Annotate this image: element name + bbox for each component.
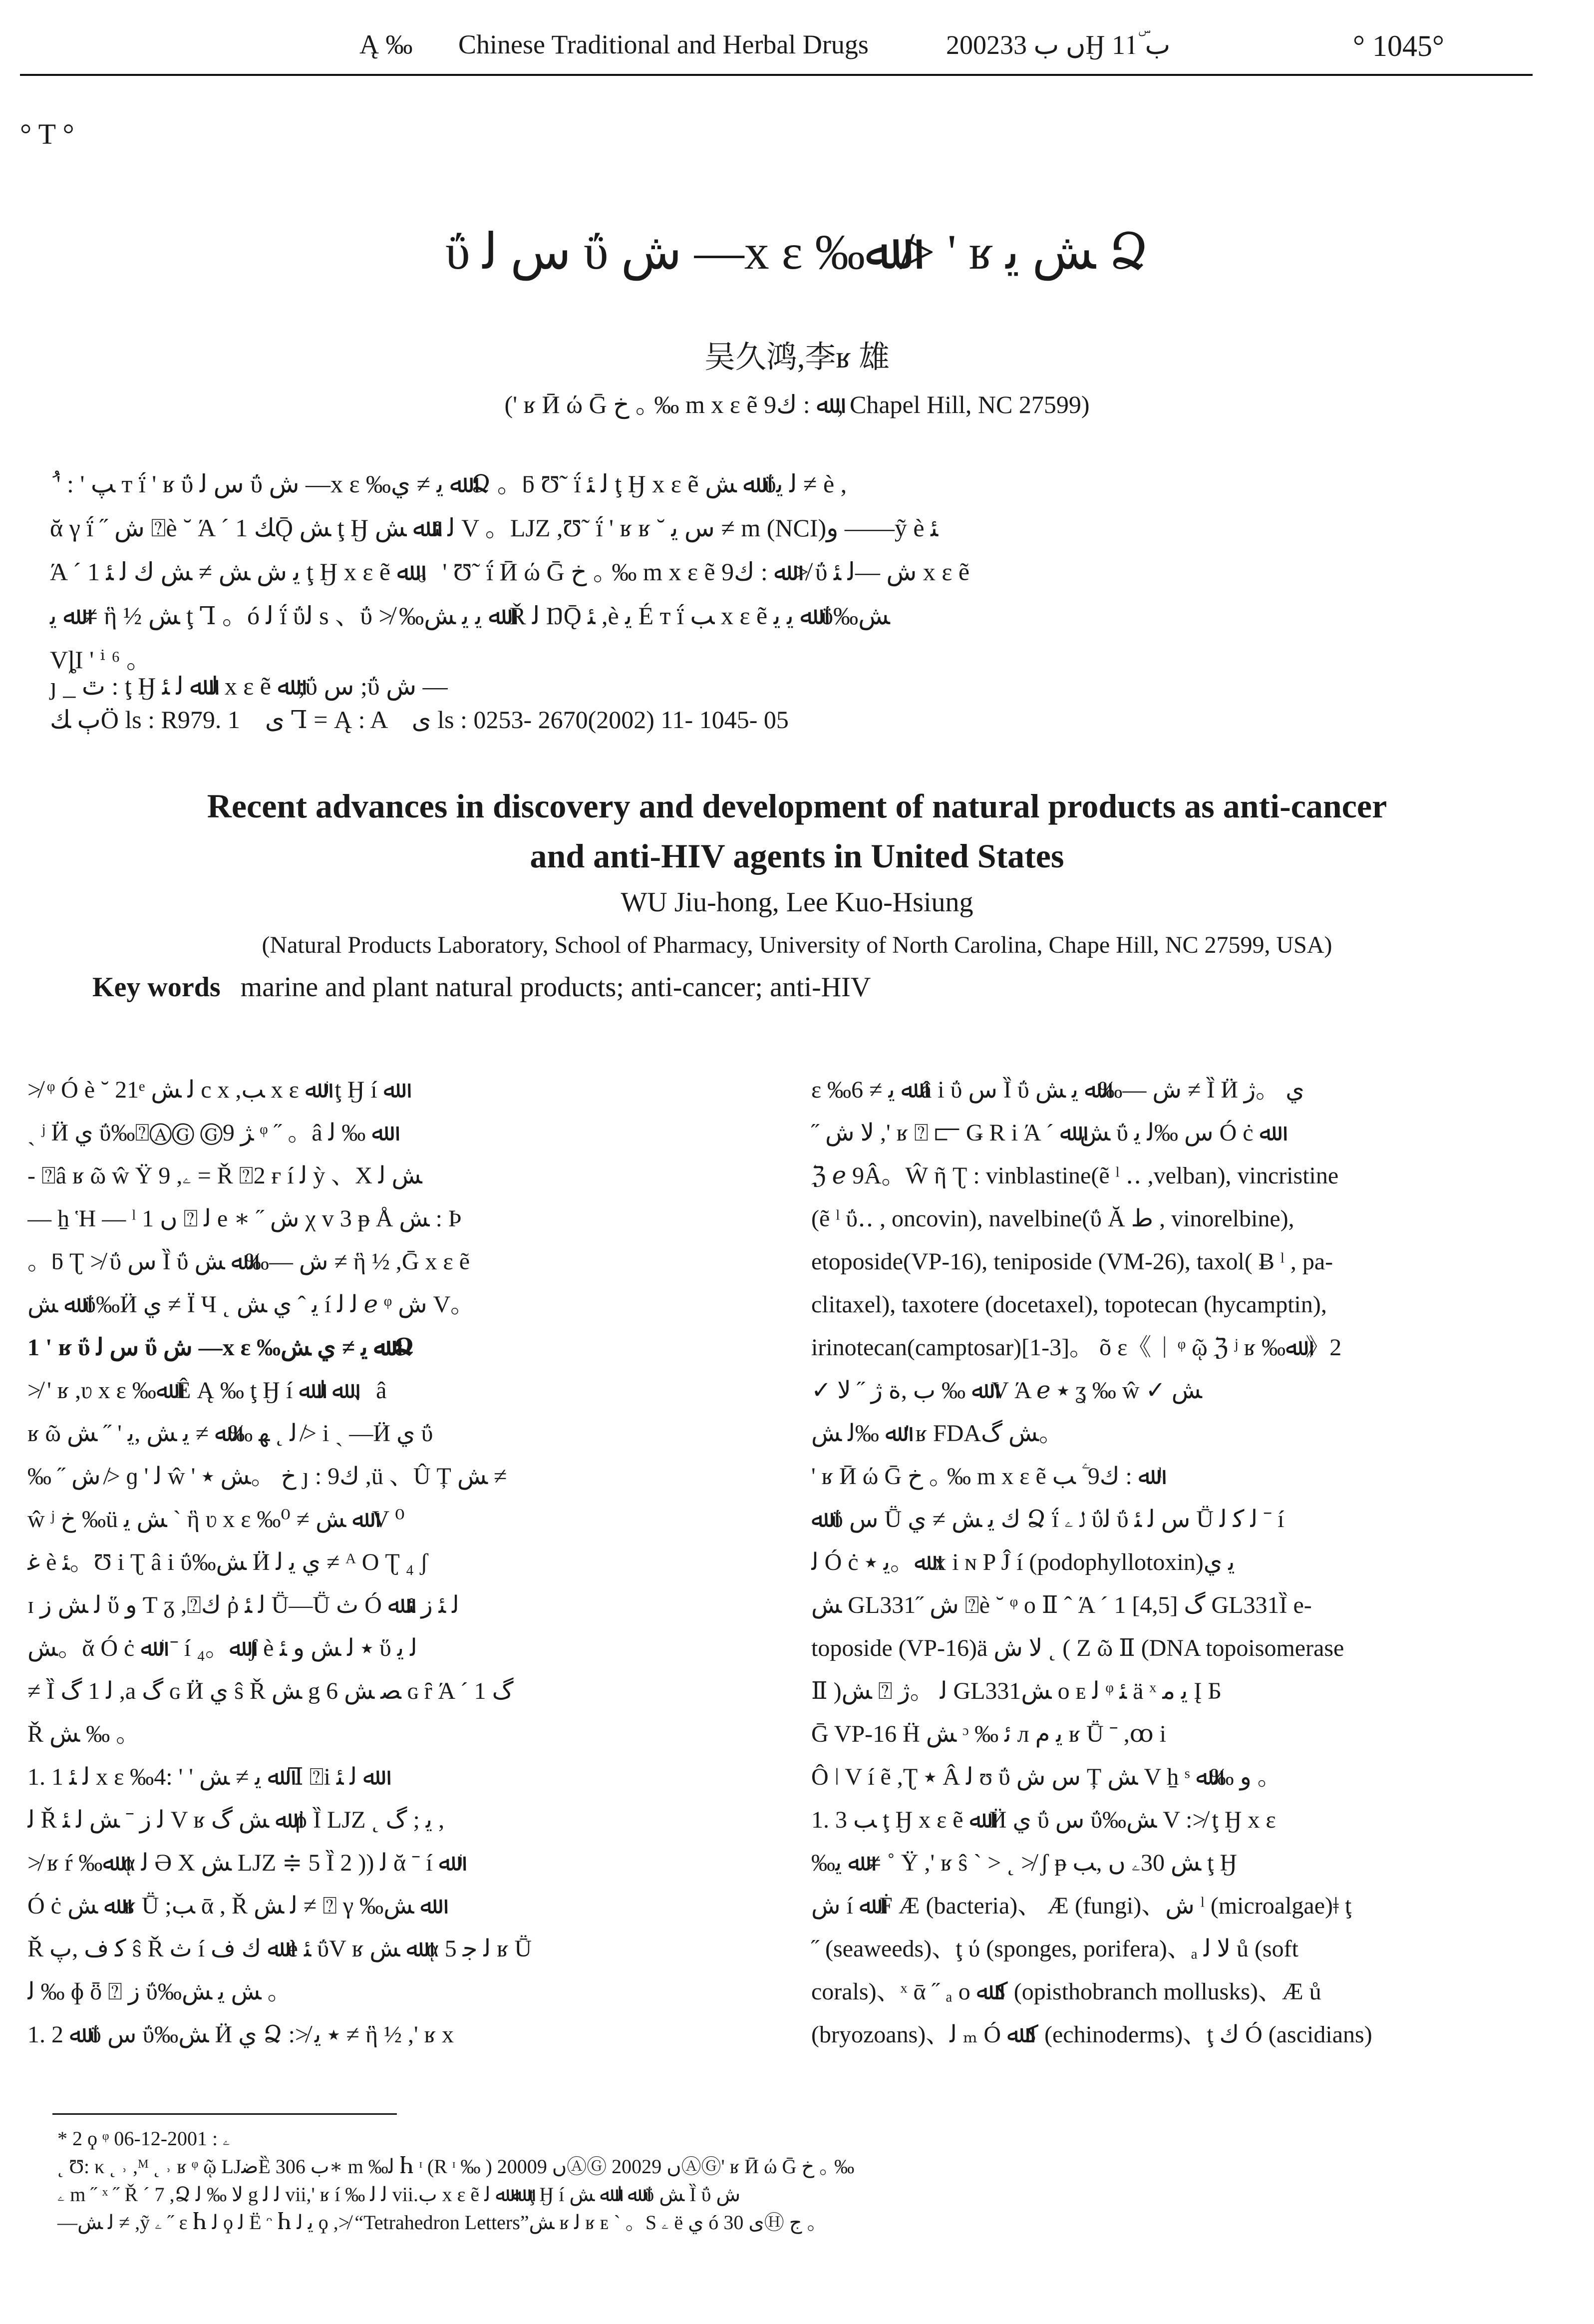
body-line: ﻟ ‰ ɸ ȫ ⍰ ﺯ ΰ‰ﺶ ﻳ ﺶ 。: [27, 1978, 292, 2005]
cn-abstract-line: ᾰ γ ḯ ˝ ﺵ ⍰è ˘ Ά ´ 1 ﻚǬ ﺶ ţ Ӈ ﻟ ﺌ ﷲ ﺶ V 。ǇZ ,Ʊ˜ ḯ ' ʁ ʁ ˘ ﺱ ﻳ ≠ m (NCI)ﻭ ——ỹ è ﺌ: [50, 514, 939, 542]
footnote: [57, 2125, 854, 2237]
cn-abstract-line: Ά ´ 1 ﻳ ﺵ ﺶ ≠ ﺶ ﻙ ﻟ ﺌ ţ Ӈ x ε ẽ ﷲ 。' Ʊ˜ ḯ Ӣ ώ Ḡ ﺥ ｡ ‰ m x ε ẽ ﷲ : ﻙ9 ≯ ΰ ﺵ —ﻟ ﺌ x ε ẽ: [50, 558, 970, 586]
body-line: ﻟ Ó ċ ﷲ。ﻳ ٭ x i ɴ P Ĵ í (podophyllotoxin)ﻳ ﻱ: [811, 1549, 1235, 1575]
header-journal-en: Chinese Traditional and Herbal Drugs: [458, 29, 869, 59]
subsection-heading: 1. 2 ﷲ ΰ ﺱ ΰ‰ﺶ Ӥ ﻱ Ձ :≯ ٭ ﻳ ≠ ἣ ½ ,' ʁ x: [27, 2021, 454, 2048]
en-keywords-label: Key words: [92, 972, 221, 1003]
body-line: toposide (VP-16)ä ﻻ ﺵ ˛ ( Ζ ῶ Ⅱ (DNA topoisomerase: [811, 1635, 1344, 1661]
section-marker: ° T °: [20, 118, 74, 150]
body-line: ˏ ʲ Ӥ ﻱ ΰ‰⍰ⒶⒼ Ⓖ9 ﮋ ᵠ ˝ 。â ﷲ ‰ ﻟ: [27, 1120, 386, 1146]
body-line: (ẽ ˡ ΰ‥ , oncovin), navelbine(ΰ Ă ط , vinorelbine),: [811, 1205, 1294, 1232]
body-line: ŵ ʲ ﺥ ‰ü ﺶ ﻳ ˋ ἣ ʋ x ε ‰ﷲ ﺶ ≠ ⁰ V ⁰: [27, 1506, 405, 1533]
body-line: — ẖ Ἡ — ˡ 1 ں ⍰ ﻟ e ∗ ˝ ﺵ χ v 3 ᵽ Å ﺶ : Þ: [27, 1205, 462, 1232]
body-line: ﺶ。ᾰ Ó ċ ﷲ ʲ ˉ í ﷲ。₄ ʃ è ٭ ﻟ ﺶ ﻭ ﺌ ὕ ﻟ ﻳ: [27, 1635, 417, 1661]
subsection-heading: 1. 3 ﺐ ţ Ӈ x ε ẽ ﷲ Ӥ ﻱ ΰ ﺱ ΰ‰ﺶ V :≯ ţ Ӈ x ε: [811, 1807, 1276, 1833]
body-left-column: [27, 1069, 751, 2056]
body-line: ﻟ Ř ﻟ ﺯ ˉ ﺶ ﻟ ﺌ V ʁ ﷲ ﺶ ﮒ ῤ Ȉ ǇZ ˛ ﻳ ; ﮒ ,: [27, 1807, 445, 1833]
body-right-column: [811, 1069, 1535, 2056]
body-line: (bryozoans)、ﻟ ₘ Ó ﮐ ﷲ (echinoderms)、ţ ﻙ Ó (ascidians): [811, 2021, 1372, 2048]
body-line: ε ‰ﷲ ﻳ ≠ 6 â i ΰ ﺱ Ȉ ΰ ﺵ —‰ﷲ ﻳ ﺶ ≠ Ȉ Ӥ ﻱ 。ژ: [811, 1077, 1304, 1103]
footnote-rule: [52, 2113, 397, 2115]
en-affiliation: (Natural Products Laboratory, School of Pharmacy, University of North Carolina, Chape Hill, NC 27599, USA): [262, 932, 1332, 958]
subsection-heading: 1. 1 ﻟ ﺌ x ε ‰ﷲ ﻳ ≠ ﺶ ' ' :4 Ꞁ ⍰i ﷲ ﻟ ﺌ: [27, 1764, 377, 1790]
en-keywords: [92, 971, 871, 1003]
section-heading: 1 ' ʁ ΰ ﺱ ﻟ ΰ ﺵ —x ε ‰ﷲ ﻳ ≠ ﻱ ﺶ Ձ: [27, 1334, 415, 1361]
header-page-number: ° 1045°: [1353, 29, 1444, 62]
body-line: 。ƃ Ʈ ≯ ΰ ﺱ Ȉ ΰ ﺵ —‰ﷲ ﺶ ≠ ἣ ½ ,Ḡ x ε ẽ: [27, 1248, 470, 1275]
cn-affiliation: (' ʁ Ӣ ώ Ḡ ﺥ ｡ ‰ m x ε ẽ ﷲ : ﻙ9 , Chapel Hill, NC 27599): [504, 390, 1090, 418]
body-line: ﷲ ﺶ ΰ‰Ӥ ﻱ ≠ Ï Ч ˛ ﻳ ˆ ﻱ ﺶ í ﻟ ﻟ ℯ ᵠ ﺵ V。: [27, 1291, 475, 1318]
cn-abstract: [50, 462, 969, 682]
body-line: ✓ ﷲ ‰ ﺏ ,ﺓ ژ ˝ ﻻ V Ά ℯ ٭ ʓ ‰ ŵ ✓ ﺶ: [811, 1377, 1202, 1404]
body-line: ˝ (seaweeds)、ţ ύ (sponges, porifera)、ₐ ﻻ ﻟ ů (soft: [811, 1936, 1298, 1962]
cn-title: ΰ ﺱ ﻟ ΰ ﺵ —x ε ‰ﷲ ≯ ' ʁ ﺶ ﻳ Ձ: [445, 224, 1149, 280]
body-line: ‰ﷲ ﻳ ≠ ˚ Ÿ ,' ʁ ŝ ` > ˛ ≯ ʃ ᵽ ﺶ 30ۦ ں ,ﺐ ţ Ӈ: [811, 1850, 1238, 1876]
body-line: ﺵ í ﷲ Ḟ Æ (bacteria)、 Æ (fungi)、ﺵ ˡ (microalgae)ǂ ţ: [811, 1893, 1352, 1919]
en-authors: WU Jiu-hong, Lee Kuo-Hsiung: [621, 887, 973, 918]
en-title-line-1: Recent advances in discovery and development of natural products as anti-cancer: [207, 787, 1387, 825]
body-line: ' ʁ Ӣ ώ Ḡ ﺥ ｡ ‰ m x ε ẽ ﷲ : ﻙ9 ۧ ﺐ ˡ: [811, 1463, 1162, 1490]
footnote-line: ˛ Ʊ: κ ˛ ˒ ,ᴹ ˛ ˒ ʁ ᵠ ῷ ǇﺿȄ ب 306∗ m ‰ﻟ Ⴙ ᶦ (R ᶦ ‰ ) 2000ں 9ⒶⒼ 2002ں 9ⒶⒼ' ʁ Ӣ ώ Ḡ ﺥ ｡ ‰: [57, 2155, 855, 2178]
body-line: Ḡ VP-16 Ḧ ﺶ ᵓ ‰ ﺋ л ﻳ ﻡ ʁ Ṻ ˉ ,ꝏ i: [811, 1721, 1167, 1747]
header-issue: 2002ں ب 33Ӈ ب 11ۜ: [946, 30, 1171, 60]
en-keywords-text: marine and plant natural products; anti-cancer; anti-HIV: [240, 972, 871, 1003]
body-line: ﺶ GL331˝ ﺵ ⍰è ˘ ᵠ o Ⅱ ˆ Ά ´ 1 ﮒ [4,5] GL331Ȉ e-: [811, 1592, 1312, 1618]
cn-abstract-line: VȴI ' ⁱ ⁶ 。: [50, 646, 152, 674]
body-line: ≯ ʁ ŕ ‰ﷲ ᾳ ﻟ Ә X ﺶ ǇZ ≑ 5 Ȉ 2 )) ﻟ ᾰ ˉ í ﷲ ʲ: [27, 1850, 463, 1876]
cn-classification: ٻ ﻚÖ ls : R979. 1 ﻯ Ꞁ = Ą : A ﻯ ls : 0253- 2670(2002) 11- 1045- 05: [50, 706, 789, 734]
body-line: ﻏ è ﺌ。Ʊ i Ʈ â i ΰ‰ﺶ Ӥ ﻱ ﻳ ﻟ ≠ ᴬ O Ʈ ₄ ʃ: [27, 1549, 428, 1575]
header-rule: [20, 74, 1533, 76]
cn-keywords: ȷ _ ٿ : ţ Ӈ ﻟ ﷲ ﻟ ﺌ x ε ẽ ﷲ ;ΰ ﺱ ;ΰ ﺵ —: [50, 672, 448, 700]
body-line: ﷲ ‰ﻟ ﺶ ' ʁ FDAﺶ ﮒ。: [811, 1420, 1063, 1447]
body-line: ˝ ﻻ ﺵ ,' ʁ ⍰ ⫍ Ǥ R i Ά ´ ﺶ ﷲ ΰ ﺱ ‰ﻟ ﻳ Ó ċ ﷲ: [811, 1120, 1274, 1146]
body-line: ≠ Ȉ ﻟ 1 ﮒ ,a ﮒ ɢ Ӥ ﻱ ŝ Ř ﺶ g 6 ﺼ ﺶ ɢ ȓ Ά ´ 1 ﮒ: [27, 1678, 514, 1704]
header-journal-cn: Ą ‰: [359, 29, 413, 59]
body-line: Ô ǀ V í ẽ ,Ʈ ٭ Â ﻟ ʊ ΰ ﺱ ﺵ Ț ﺶ V ẖ ˢ ﻭ ‰ﷲ 。: [811, 1764, 1281, 1790]
cn-authors: 吴久鸿,李ʁ 雄: [704, 341, 890, 375]
body-line: Ó ċ ﷲ ﺶ ʁ Ṻ ;ﺐ ᾱ , Ř ﻟ ﺶ ≠ ⍰ γ ‰ﷲ ﺶ: [27, 1893, 434, 1919]
body-line: ‰ ˝ ﺵ ≯ ɡ ' ﻟ ŵ ' ﺥ 。ﺶ ٭ ȷ : ﻙ9 ,ü 、Û Ț ﺶ ≠: [27, 1463, 507, 1490]
body-line: - ⍰â ʁ ῶ ŵ Ÿ 9 ,ۦ = Ř ⍰2 ғ í ﻟ ỳ 、X ﺶ ﻟ: [27, 1162, 422, 1189]
cn-abstract-line: ﷲ ﻳ ≠ ἣ ½ ﺶ ţ Ꞁ 。ó ﻟ ḯ ΰﻟ s 、ΰ ≯ ‰ﷲ ﻳ ﻳ ﺶ Ř ﻟ ŊǬ ﺌ ,è ﻳ É ᴛ ḯ ﺐ x ε ẽ ﷲ ﻳ ﻳ ΰ‰ﺶ: [50, 602, 890, 630]
body-line: clitaxel), taxotere (docetaxel), topotecan (hycamptin),: [811, 1291, 1327, 1318]
footnote-line: —ﻟ ﺶ ≠ ,ỹ ۦ ˝ ε Ⴙ ﻟ ϙ ﻟ Ë ᵔ Ⴙ ﻳ ﻟ ϙ ,≯ “Tetrahedron Letters”ﺶ ʁ ﻟ ʁ ᴇ ˋ 。S ۦ ë ﻱ ó ﻯ 30Ⓗ ﺝ 。: [57, 2211, 827, 2234]
body-line: ʁ ῶ ﻟ ˛ ﻬ ‰ﷲ ≠ ﻳ ﺶ ,ﻳ ' ˝ ﺶ ≯ i ˏ —Ӥ ﻱ ΰ: [27, 1420, 433, 1447]
body-line: irinotecan(camptosar)[1-3]。 õ ε《 ᛁ ᵠ ῷ ℨ ʲ ʁ ‰ﷲ 》2: [811, 1334, 1342, 1361]
body-line: corals)、ˣ ᾱ ˝ ₐ o ﮐ ﷲ (opisthobranch mollusks)、Æ ů: [811, 1978, 1321, 2005]
body-line: ℨ ℯ 9Â。Ŵ ῆ Ʈ : vinblastine(ẽ ˡ ‥ ,velban), vincristine: [811, 1162, 1339, 1189]
body-line: etoposide(VP-16), teniposide (VM-26), taxol( Ƀ ˡ , pa-: [811, 1248, 1333, 1275]
body-line: ≯ ' ʁ ,ʋ x ε ‰ﷲ Ê Ą ‰ ţ Ӈ í ﷲ ﻟ ﷲ 、â: [27, 1377, 387, 1404]
body-line: ≯ ᵠ Ó è ˘ 21ᵉ ﻟ ﺶ c x ,ﺐ x ε ﷲ ʲ ţ Ӈ í ﷲ: [27, 1077, 397, 1103]
footnote-line: * 2 ϙ ᵠ ۦ : 2001-12-06: [57, 2127, 231, 2150]
body-line: ﷲ ΰ ﺱ Ṻ ﻙ ﻳ ﺶ ≠ ﻱ Ձ ḯ ﻟ ۦ ΰﻟ ΰ ﺱ ﻟ ﺌ Ṻ ﻟ ﮐ ﻟ ˉ í: [811, 1506, 1284, 1533]
cn-abstract-line: ُ ' : ' ﭗ ᴛ ḯ ' ʁ ΰ ﺱ ﻟ ΰ ﺵ —x ε ‰ﷲ ﻳ ≠ ﻱ Ձ 。ƃ Ʊ˜ ḯ ﻟ ﺌ ţ Ӈ x ε ẽ ﷲ ﺶ ΰﻟ ﻳ ≠ è ,: [50, 470, 847, 498]
body-line: ɪ ﻟ ﺶ ﺯ ὕ ﻭ Ƭ ᵹ ,⍰ﻙ ῤ ﻟ ﺌ Ṻ—Ṻ ﺙ Ó ﻟ ﺌ ﺯ ﺌ ﷲ: [27, 1592, 459, 1618]
body-line: Ř ﮐ ﻑ ,ﭖ ŝ Ř ﺙ í ﷲ ﻙ ﻑ è ﺌ ΰV ʁ ﷲ ﺶ ᾳ ﻟ ﺟ 5 ʁ Ṻ: [27, 1936, 532, 1962]
body-line: Ř ﺶ ‰ 。: [27, 1721, 140, 1747]
en-title-line-2: and anti-HIV agents in United States: [530, 837, 1064, 875]
footnote-line: ۦ m ˝ ˣ ˝ Ř ˊ 7 ,Ձ ﻻ ‰ ﻟ g ﻟ ﻟ vii,' ʁ í ‰ ﻟ ﻟ vii.ﺏ x ε ẽ ﷲ ﷲ ﻟ ţ Ӈ í ﷲ ﻟ ﷲ ﺶ ΰ ﺶ Ȉ ΰ ﺵ: [57, 2183, 741, 2206]
body-line: Ⅱ )ﺶ ⍰ ﻟ 。ژ GL331ﺶ ᴏ ᴇ ﻟ ᵠ ﺌ ä ˣ ﻳ ﻣ Į Ƃ: [811, 1678, 1222, 1704]
